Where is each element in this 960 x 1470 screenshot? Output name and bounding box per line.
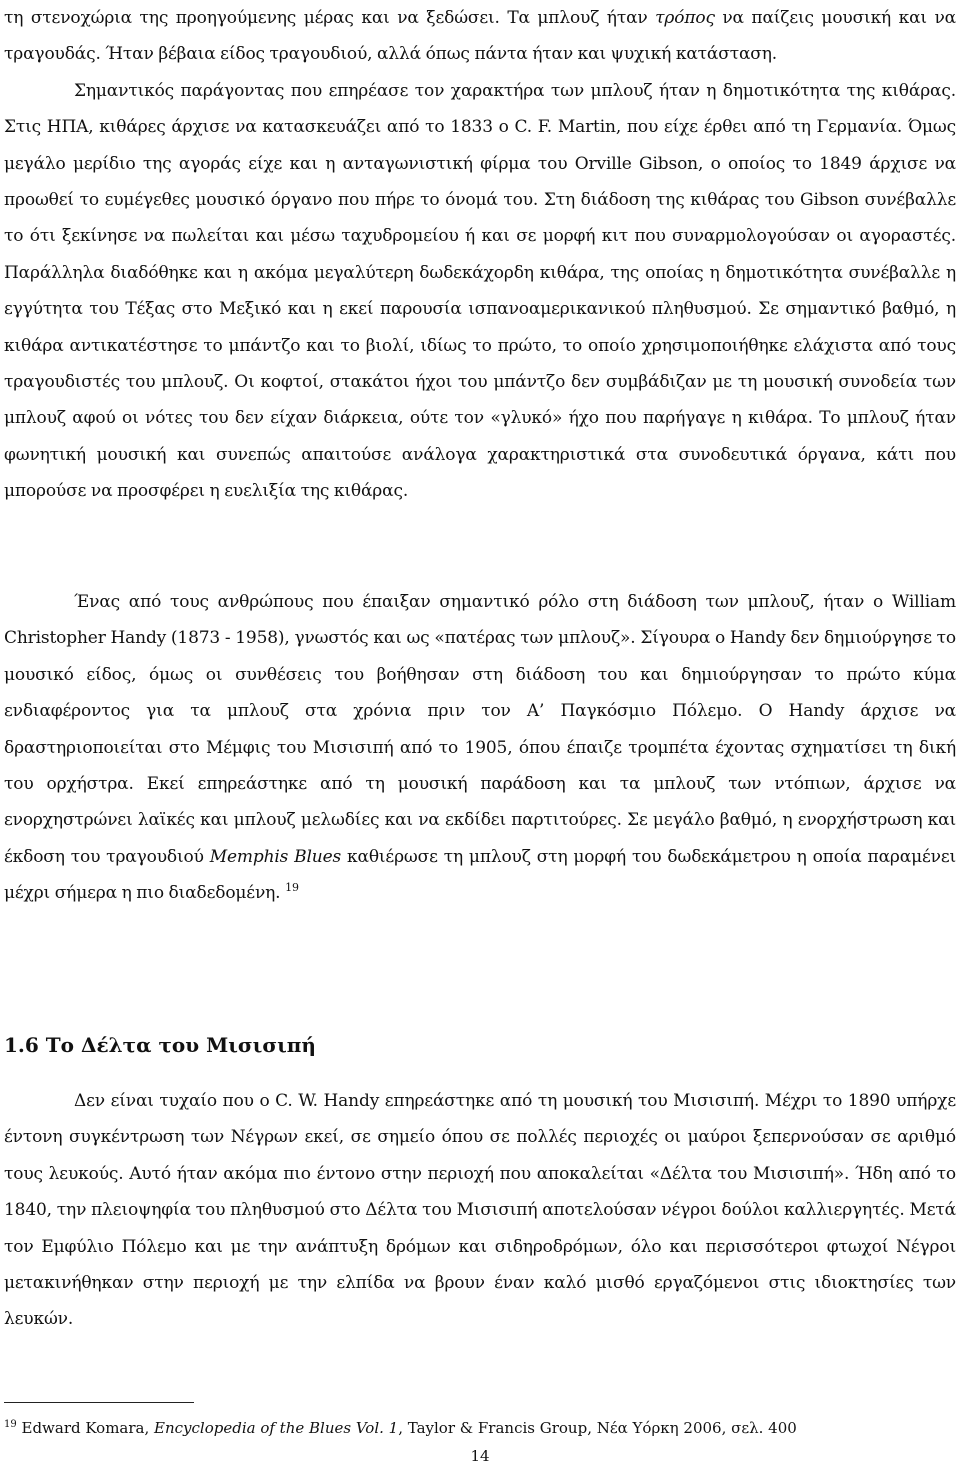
footnote-number: 19 [4,1419,17,1430]
paragraph-guitar: Σημαντικός παράγοντας που επηρέασε τον χαρακτήρα των μπλουζ ήταν η δημοτικότητα της κιθάρας. Στις ΗΠΑ, κιθάρες άρχισε να κατασκευάζει από το 1833 ο C. F. Martin, που είχε έρθει από τη Γερμανία. Όμως μεγάλο μερίδιο της αγοράς είχε και η ανταγωνιστική φίρμα του Orville Gibson, ο οποίος το 1849 άρχισε να προωθεί το ευμέγεθες μουσικό όργανο που πήρε το όνομά του. Στη διάδοση της κιθάρας του Gibson συνέβαλλε το ότι ξεκίνησε να πωλείται και μέσω ταχυδρομείου ή και σε μορφή κιτ που συναρμολογούσαν οι αγοραστές. Παράλληλα διαδόθηκε και η ακόμα μεγαλύτερη δωδεκάχορδη κιθάρα, της οποίας η δημοτικότητα συνέβαλλε η εγγύτητα του Τέξας στο Μεξικό και η εκεί παρουσία ισπανοαμερικανικού πληθυσμού. Σε σημαντικό βαθμό, η κιθάρα αντικατέστησε το μπάντζο και το βιολί, ιδίως το πρώτο, το οποίο χρησιμοποιήθηκε ελάχιστα από τους τραγουδιστές του μπλουζ. Οι κοφτοί, στακάτοι ήχοι του μπάντζο δεν συμβάδιζαν με τη μουσική συνοδεία των μπλουζ αφού οι νότες του δεν είχαν διάρκεια, ούτε τον «γλυκό» ήχο που παρήγαγε η κιθάρα. Το μπλουζ ήταν φωνητική μουσική και συνεπώς απαιτούσε ανάλογα χαρακτηριστικά στα συνοδευτικά όργανα, κάτι που μπορούσε να προσφέρει η ευελιξία της κιθάρας. [4,80,956,502]
paragraph-text: Ένας από τους ανθρώπους που έπαιξαν σημαντικό ρόλο στη διάδοση των μπλουζ, ήταν ο William Christopher Handy (1873 - 1958), γνωστός και ως «πατέρας των μπλουζ». Σίγουρα ο Handy δεν δημιούργησε το μουσικό είδος, όμως οι συνθέσεις του βοήθησαν στη διάδοση του και δημιούργησαν το πρώτο κύμα ενδιαφέροντος για τα μπλουζ στα χρόνια πριν τον Α’ Παγκόσμιο Πόλεμο. Ο Handy άρχισε να δραστηριοποιείται στο Μέμφις του Μισισιπή από το 1905, όπου έπαιζε τρομπέτα έχοντας σχηματίσει τη δική του ορχήστρα. Εκεί επηρεάστηκε από τη μουσική παράδοση και τα μπλουζ των ντόπιων, άρχισε να ενορχηστρώνει λαϊκές και μπλουζ μελωδίες και να εκδίδει παρτιτούρες. Σε μεγάλο βαθμό, η ενορχήστρωση και έκδοση του τραγουδιού [4,592,956,867]
text-block-top [4,0,956,510]
footnote-reference[interactable]: 19 [285,881,299,895]
paragraph-text: καθιέρωσε τη μπλουζ στη μορφή του δωδεκάμετρου η οποία παραμένει μέχρι σήμερα η πιο διαδεδομένη. [4,846,956,904]
footnote [4,1418,956,1438]
paragraph-text: να παίζεις μουσική και να τραγουδάς. Ήταν βέβαια είδος τραγουδιού, αλλά όπως πάντα ήταν και ψυχική κατάσταση. [4,8,956,65]
emphasis-text: τρόπος [655,8,715,28]
text-block-delta [4,1083,956,1338]
page-number: 14 [470,1447,490,1465]
song-title: Memphis Blues [209,846,342,867]
paragraph-text: τη στενοχώρια της προηγούμενης μέρας και να ξεδώσει. Τα μπλουζ ήταν [4,8,656,28]
paragraph-continuation [4,0,956,73]
footnote-author: Edward Komara, [16,1419,155,1437]
text-block-handy [4,584,956,912]
paragraph-handy [4,584,956,912]
footnote-divider [4,1402,194,1403]
footnote-book-title: Encyclopedia of the Blues Vol. 1 [154,1419,399,1437]
section-heading: 1.6 Το Δέλτα του Μισισιπή [4,1033,316,1057]
paragraph-delta: Δεν είναι τυχαίο που ο C. W. Handy επηρεάστηκε από τη μουσική του Μισισιπή. Μέχρι το 1890 υπήρχε έντονη συγκέντρωση των Νέγρων εκεί, σε σημείο όπου σε πολλές περιοχές οι μαύροι ξεπερνούσαν σε αριθμό τους λευκούς. Αυτό ήταν ακόμα πιο έντονο στην περιοχή που αποκαλείται «Δέλτα του Μισισιπή». Ήδη από το 1840, την πλειοψηφία του πληθυσμού στο Δέλτα του Μισισιπή αποτελούσαν νέγροι δούλοι καλλιεργητές. Μετά τον Εμφύλιο Πόλεμο και με την ανάπτυξη δρόμων και σιδηροδρόμων, όλο και περισσότεροι φτωχοί Νέγροι μετακινήθηκαν στην περιοχή με την ελπίδα να βρουν έναν καλό μισθό εργαζόμενοι στις ιδιοκτησίες των λευκών. [4,1091,956,1330]
footnote-publication: , Taylor & Francis Group, Νέα Υόρκη 2006, σελ. 400 [398,1419,797,1437]
